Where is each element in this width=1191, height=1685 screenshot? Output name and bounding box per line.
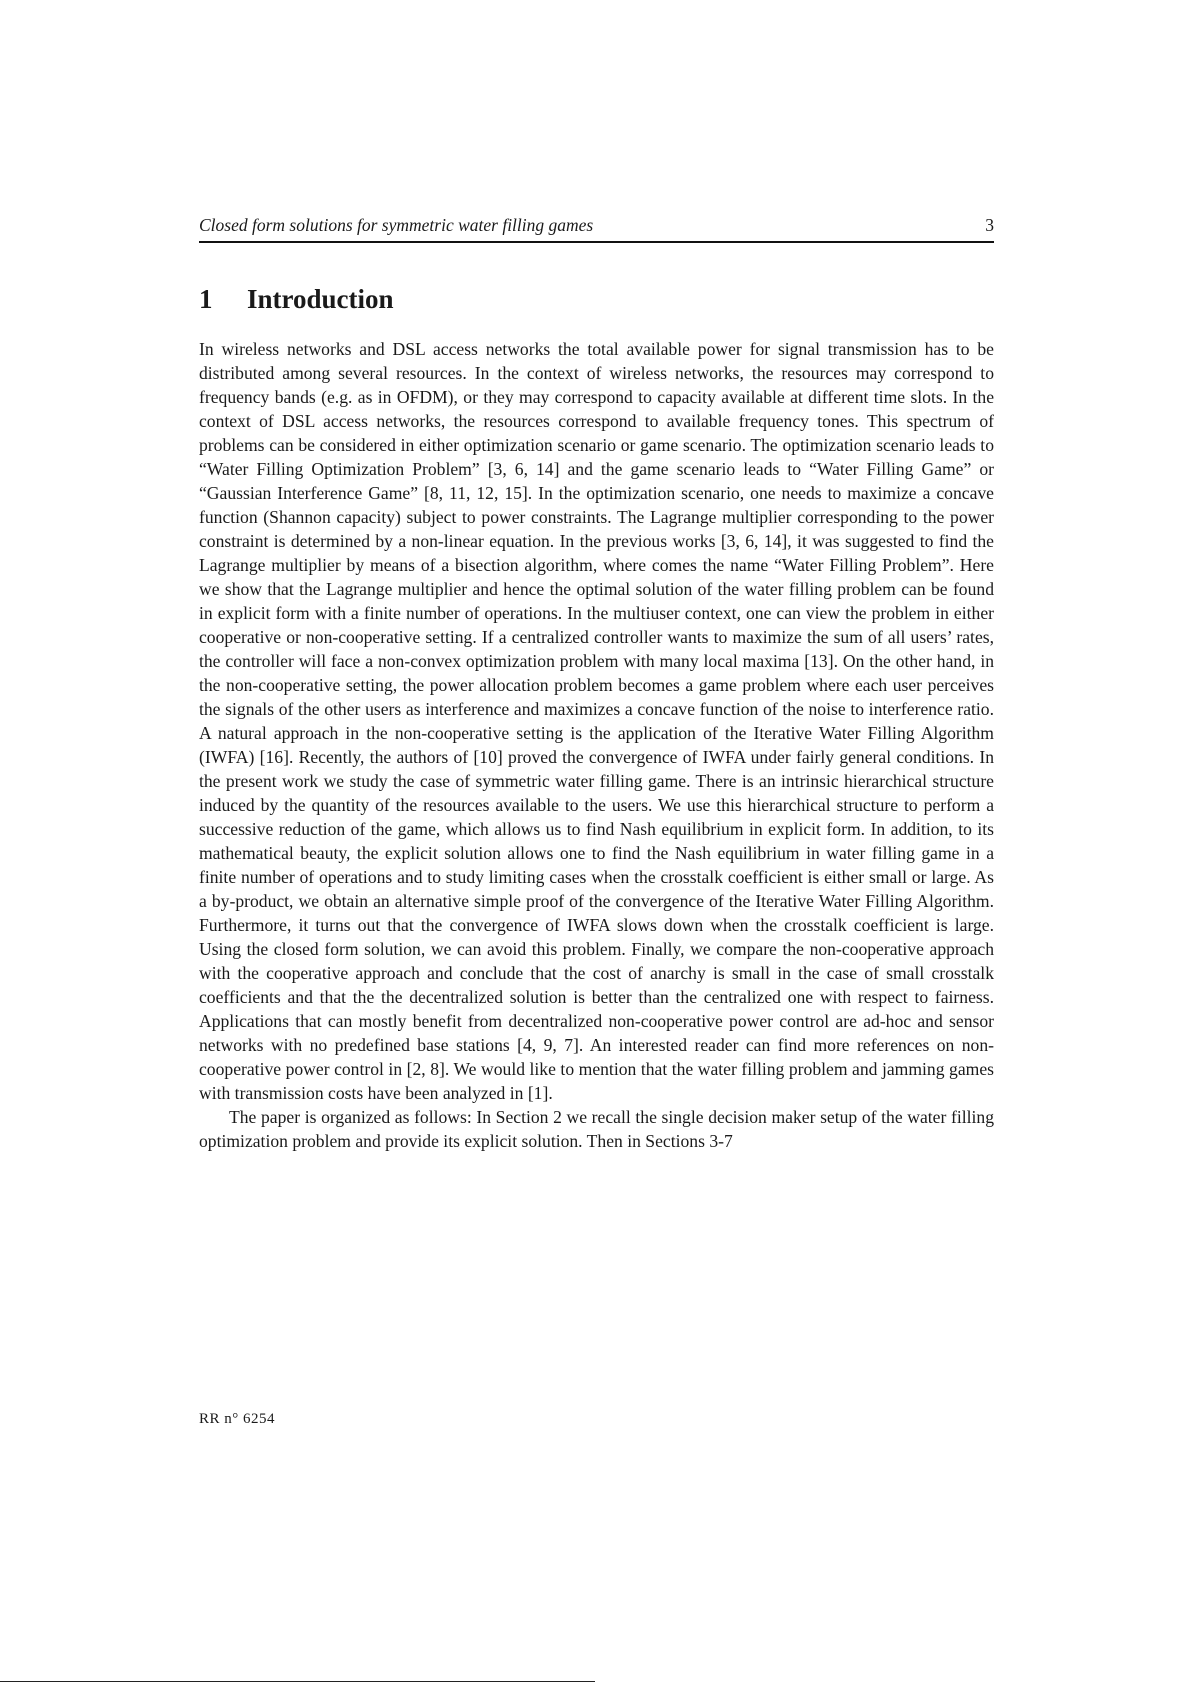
body-text: [199, 337, 994, 1153]
bottom-rule: [0, 1681, 595, 1682]
section-number: 1: [199, 284, 213, 314]
page-number: 3: [985, 215, 994, 235]
running-title: Closed form solutions for symmetric water filling games: [199, 215, 594, 235]
running-header: [199, 213, 994, 243]
paragraph-intro: In wireless networks and DSL access networks the total available power for signal transmission has to be distributed among several resources. In the context of wireless networks, the resources may correspond to frequency bands (e.g. as in OFDM), or they may correspond to capacity available at different time slots. In the context of DSL access networks, the resources correspond to available frequency tones. This spectrum of problems can be considered in either optimization scenario or game scenario. The optimization scenario leads to “Water Filling Optimization Problem” [3, 6, 14] and the game scenario leads to “Water Filling Game” or “Gaussian Interference Game” [8, 11, 12, 15]. In the optimization scenario, one needs to maximize a concave function (Shannon capacity) subject to power constraints. The Lagrange multiplier corresponding to the power constraint is determined by a non-linear equation. In the previous works [3, 6, 14], it was suggested to find the Lagrange multiplier by means of a bisection algorithm, where comes the name “Water Filling Problem”. Here we show that the Lagrange multiplier and hence the optimal solution of the water filling problem can be found in explicit form with a finite number of operations. In the multiuser context, one can view the problem in either cooperative or non-cooperative setting. If a centralized controller wants to maximize the sum of all users’ rates, the controller will face a non-convex optimization problem with many local maxima [13]. On the other hand, in the non-cooperative setting, the power allocation problem becomes a game problem where each user perceives the signals of the other users as interference and maximizes a concave function of the noise to interference ratio. A natural approach in the non-cooperative setting is the application of the Iterative Water Filling Algorithm (IWFA) [16]. Recently, the authors of [10] proved the convergence of IWFA under fairly general conditions. In the present work we study the case of symmetric water filling game. There is an intrinsic hierarchical structure induced by the quantity of the resources available to the users. We use this hierarchical structure to perform a successive reduction of the game, which allows us to find Nash equilibrium in explicit form. In addition, to its mathematical beauty, the explicit solution allows one to find the Nash equilibrium in water filling game in a finite number of operations and to study limiting cases when the crosstalk coefficient is either small or large. As a by-product, we obtain an alternative simple proof of the convergence of the Iterative Water Filling Algorithm. Furthermore, it turns out that the convergence of IWFA slows down when the crosstalk coefficient is large. Using the closed form solution, we can avoid this problem. Finally, we compare the non-cooperative approach with the cooperative approach and conclude that the cost of anarchy is small in the case of small crosstalk coefficients and that the the decentralized solution is better than the centralized one with respect to fairness. Applications that can mostly benefit from decentralized non-cooperative power control are ad-hoc and sensor networks with no predefined base stations [4, 9, 7]. An interested reader can find more references on non-cooperative power control in [2, 8]. We would like to mention that the water filling problem and jamming games with transmission costs have been analyzed in [1].: [199, 339, 994, 1103]
section-title: Introduction: [247, 284, 394, 314]
report-number: RR n° 6254: [199, 1411, 276, 1427]
section-heading: [199, 283, 394, 315]
paragraph-organization: The paper is organized as follows: In Section 2 we recall the single decision maker setup of the water filling optimization problem and provide its explicit solution. Then in Sections 3-7: [199, 1107, 994, 1151]
